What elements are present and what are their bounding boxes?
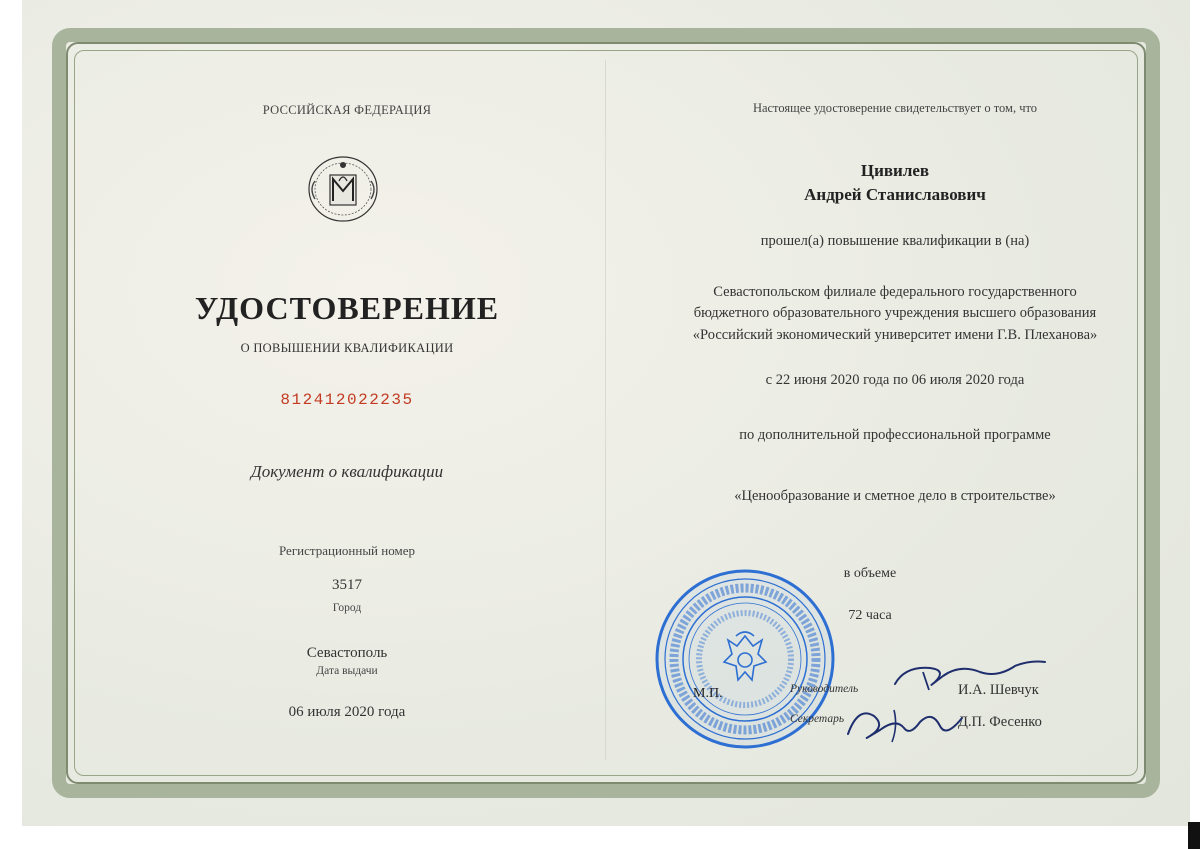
- page-fold: [605, 60, 606, 760]
- certificate-page: [22, 0, 1190, 826]
- organization-line-2: бюджетного образовательного учреждения высшего образования: [693, 305, 1097, 321]
- hours-value: 72 часа: [848, 608, 892, 623]
- registration-label: Регистрационный номер: [279, 543, 415, 558]
- holder-surname: Цивилев: [860, 161, 930, 180]
- head-label: Руководитель: [790, 683, 859, 695]
- document-subtitle: О ПОВЫШЕНИИ КВАЛИФИКАЦИИ: [240, 341, 454, 355]
- volume-label: в объеме: [843, 566, 897, 581]
- secretary-label: Секретарь: [790, 713, 845, 725]
- serial-number: 812412022235: [280, 391, 414, 409]
- organization-line-1: Севастопольском филиале федерального государственного: [713, 284, 1077, 300]
- holder-name: Андрей Станиславович: [804, 185, 986, 204]
- scan-edge-mark: [1188, 822, 1200, 849]
- head-name: И.А. Шевчук: [958, 682, 1039, 698]
- seal-place-label: М.П.: [693, 686, 723, 701]
- organization-line-3: «Российский экономический университет имени Г.В. Плеханова»: [692, 327, 1098, 343]
- program-name: «Ценообразование и сметное дело в строительстве»: [734, 488, 1056, 504]
- head-signature: [885, 654, 1050, 699]
- secretary-name: Д.П. Фесенко: [958, 714, 1042, 730]
- city-label: Город: [332, 602, 362, 614]
- study-period: с 22 июня 2020 года по 06 июля 2020 года: [765, 372, 1025, 388]
- issue-date: 06 июля 2020 года: [288, 704, 406, 720]
- country-label: РОССИЙСКАЯ ФЕДЕРАЦИЯ: [262, 103, 432, 117]
- issue-date-label: Дата выдачи: [316, 665, 378, 677]
- registration-number: 3517: [332, 577, 362, 593]
- document-title: УДОСТОВЕРЕНИЕ: [194, 290, 500, 326]
- intro-text: Настоящее удостоверение свидетельствует о том, что: [752, 101, 1038, 115]
- city-value: Севастополь: [306, 645, 388, 661]
- document-type: Документ о квалификации: [250, 462, 444, 481]
- program-intro: по дополнительной профессиональной программе: [739, 427, 1051, 443]
- university-emblem-icon: [303, 151, 383, 227]
- secretary-signature: [840, 696, 970, 748]
- completed-text: прошел(а) повышение квалификации в (на): [760, 233, 1030, 249]
